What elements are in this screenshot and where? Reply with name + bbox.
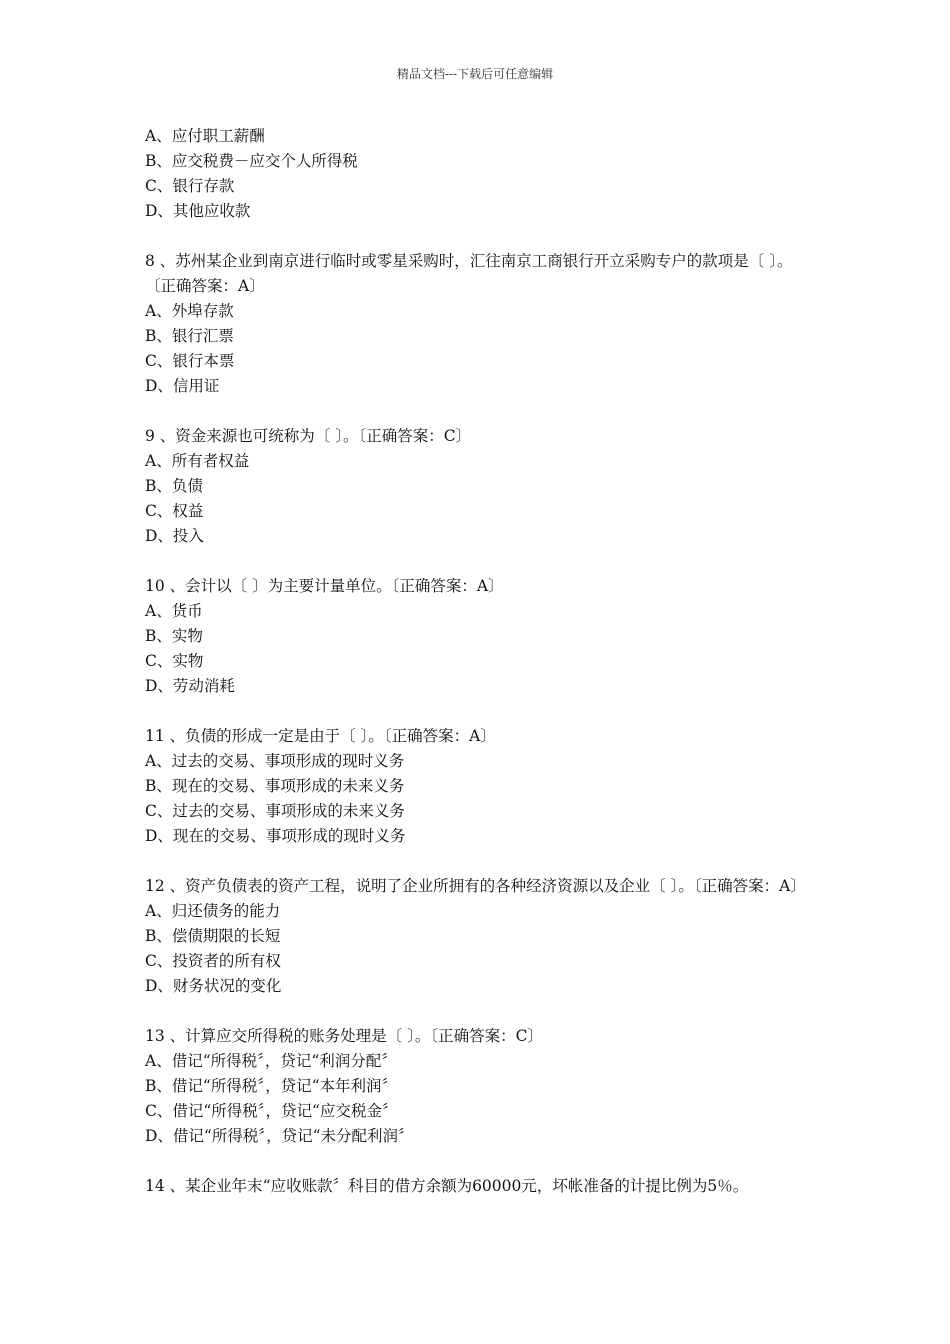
option-a: A、过去的交易、事项形成的现时义务 bbox=[145, 752, 405, 770]
question-block bbox=[145, 1024, 815, 1149]
option-a: A、所有者权益 bbox=[145, 452, 250, 470]
question-stem: 12 、资产负债表的资产工程，说明了企业所拥有的各种经济资源以及企业〔 〕。〔正确答案：A〕 bbox=[145, 877, 806, 895]
question-block bbox=[145, 249, 815, 399]
option-a: A、货币 bbox=[145, 602, 203, 620]
question-stem: 14 、某企业年末“应收账款〞科目的借方余额为60000元，坏帐准备的计提比例为5％。 bbox=[145, 1177, 749, 1195]
option-b: B、借记“所得税〞，贷记“本年利润〞 bbox=[145, 1077, 397, 1095]
option-d: D、借记“所得税〞，贷记“未分配利润〞 bbox=[145, 1127, 414, 1145]
option-d: D、现在的交易、事项形成的现时义务 bbox=[145, 827, 406, 845]
document-body bbox=[145, 124, 815, 1199]
option-d: D、信用证 bbox=[145, 377, 220, 395]
option-a: A、应付职工薪酬 bbox=[145, 127, 265, 145]
option-c: C、借记“所得税〞，贷记“应交税金〞 bbox=[145, 1102, 398, 1120]
question-stem: 13 、计算应交所得税的账务处理是〔 〕。〔正确答案：C〕 bbox=[145, 1027, 543, 1045]
option-d: D、其他应收款 bbox=[145, 202, 251, 220]
option-c: C、权益 bbox=[145, 502, 204, 520]
option-b: B、应交税费－应交个人所得税 bbox=[145, 152, 358, 170]
option-b: B、现在的交易、事项形成的未来义务 bbox=[145, 777, 405, 795]
option-b: B、偿债期限的长短 bbox=[145, 927, 281, 945]
option-c: C、过去的交易、事项形成的未来义务 bbox=[145, 802, 405, 820]
question-block bbox=[145, 874, 815, 999]
option-b: B、银行汇票 bbox=[145, 327, 234, 345]
question-block bbox=[145, 724, 815, 849]
option-a: A、借记“所得税〞，贷记“利润分配〞 bbox=[145, 1052, 397, 1070]
option-a: A、外埠存款 bbox=[145, 302, 234, 320]
question-stem: 8 、苏州某企业到南京进行临时或零星采购时，汇往南京工商银行开立采购专户的款项是〔 〕。〔正确答案：A〕 bbox=[145, 252, 793, 295]
question-block bbox=[145, 574, 815, 699]
page-header: 精品文档---下载后可任意编辑 bbox=[396, 67, 554, 81]
option-b: B、实物 bbox=[145, 627, 203, 645]
option-d: D、财务状况的变化 bbox=[145, 977, 282, 995]
question-block bbox=[145, 1174, 815, 1199]
question-block bbox=[145, 424, 815, 549]
question-block bbox=[145, 124, 815, 224]
question-stem: 9 、资金来源也可统称为〔 〕。〔正确答案：C〕 bbox=[145, 427, 472, 445]
question-stem: 10 、会计以〔 〕为主要计量单位。〔正确答案：A〕 bbox=[145, 577, 504, 595]
option-c: C、实物 bbox=[145, 652, 204, 670]
option-a: A、归还债务的能力 bbox=[145, 902, 281, 920]
option-d: D、劳动消耗 bbox=[145, 677, 235, 695]
option-d: D、投入 bbox=[145, 527, 204, 545]
option-b: B、负债 bbox=[145, 477, 203, 495]
question-stem: 11 、负债的形成一定是由于〔 〕。〔正确答案：A〕 bbox=[145, 727, 496, 745]
option-c: C、银行本票 bbox=[145, 352, 235, 370]
option-c: C、投资者的所有权 bbox=[145, 952, 281, 970]
option-c: C、银行存款 bbox=[145, 177, 235, 195]
